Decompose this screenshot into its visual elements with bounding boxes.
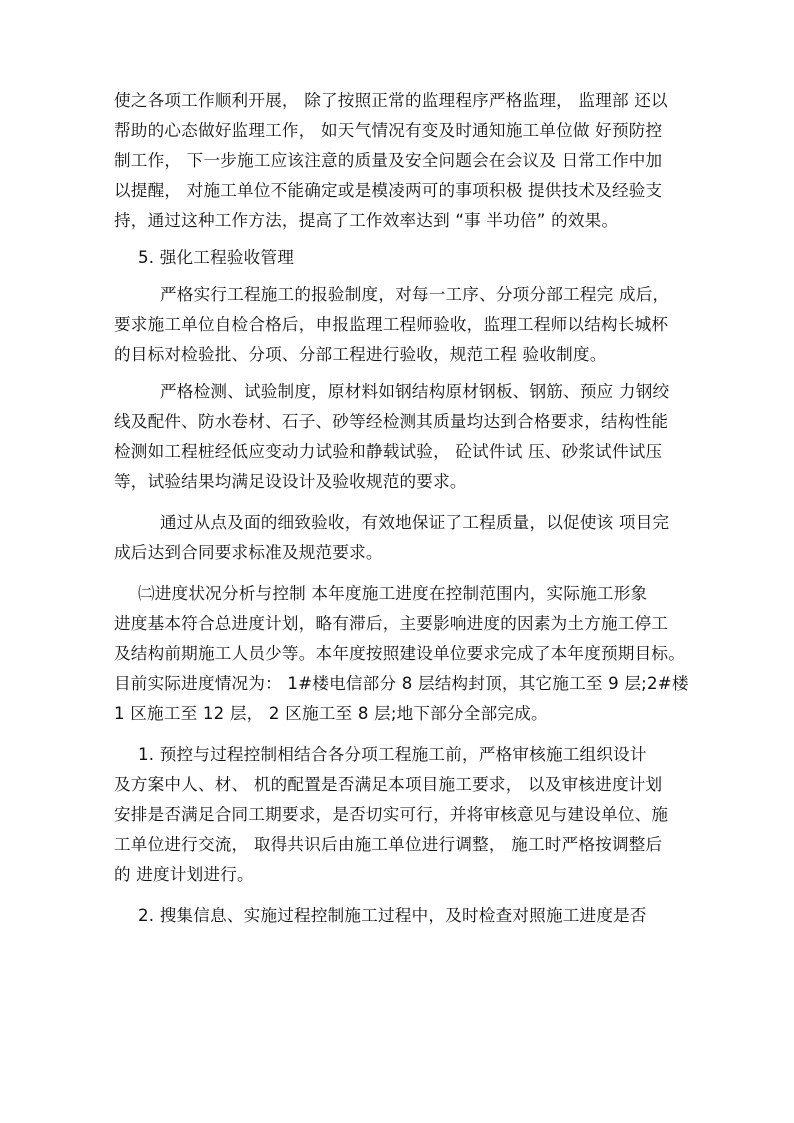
text-line: 成后达到合同要求标准及规范要求。 xyxy=(114,543,383,562)
text-line: 的 进度计划进行。 xyxy=(114,865,254,884)
text-line: 制工作， 下一步施工应该注意的质量及安全问题会在会议及 日常工作中加 xyxy=(114,151,663,170)
text-line: 通过从点及面的细致验收，有效地保证了工程质量，以促使该 项目完 xyxy=(160,513,670,532)
text-line: 工单位进行交流， 取得共识后由施工单位进行调整， 施工时严格按调整后 xyxy=(114,835,663,854)
section-heading-acceptance xyxy=(114,243,684,273)
paragraph-supervision-method xyxy=(114,86,684,236)
text-line: 目前实际进度情况为： 1#楼电信部分 8 层结构封顶，其它施工至 9 层;2#楼 xyxy=(114,674,689,693)
section-heading: 5. 强化工程验收管理 xyxy=(138,248,295,267)
text-line: 持，通过这种工作方法，提高了工作效率达到 “事 半功倍” 的效果。 xyxy=(114,211,619,230)
text-line: 2. 搜集信息、实施过程控制施工过程中，及时检查对照施工进度是否 xyxy=(138,906,647,925)
text-line: 严格实行工程施工的报验制度，对每一工序、分项分部工程完 成后， xyxy=(160,285,670,304)
text-line: 检测如工程桩经低应变动力试验和静载试验， 砼试件试 压、砂浆试件试压 xyxy=(114,442,663,461)
paragraph-progress-analysis xyxy=(114,579,689,729)
paragraph-testing-system xyxy=(114,377,684,497)
paragraph-pre-control xyxy=(114,740,684,890)
text-line: ㈡进度状况分析与控制 本年度施工进度在控制范围内，实际施工形象 xyxy=(138,584,648,603)
paragraph-inspection-system xyxy=(114,280,684,370)
text-line: 帮助的心态做好监理工作， 如天气情况有变及时通知施工单位做 好预防控 xyxy=(114,121,663,140)
text-line: 及方案中人、材、 机的配置是否满足本项目施工要求， 以及审核进度计划 xyxy=(114,775,663,794)
text-line: 及结构前期施工人员少等。本年度按照建设单位要求完成了本年度预期目标。 xyxy=(114,644,685,663)
text-line: 安排是否满足合同工期要求，是否切实可行，并将审核意见与建设单位、施 xyxy=(114,805,669,824)
paragraph-information-collection xyxy=(114,901,684,931)
text-line: 1. 预控与过程控制相结合各分项工程施工前，严格审核施工组织设计 xyxy=(138,745,647,764)
text-line: 1 区施工至 12 层， 2 区施工至 8 层;地下部分全部完成。 xyxy=(114,704,548,723)
text-line: 要求施工单位自检合格后，申报监理工程师验收，监理工程师以结构长城杯 xyxy=(114,315,669,334)
text-line: 的目标对检验批、分项、分部工程进行验收，规范工程 验收制度。 xyxy=(114,345,607,364)
paragraph-quality-result xyxy=(114,508,684,568)
text-line: 线及配件、防水卷材、石子、砂等经检测其质量均达到合格要求，结构性能 xyxy=(114,412,669,431)
text-line: 等，试验结果均满足设设计及验收规范的要求。 xyxy=(114,472,467,491)
text-line: 以提醒， 对施工单位不能确定或是模凌两可的事项积极 提供技术及经验支 xyxy=(114,181,663,200)
text-line: 使之各项工作顺利开展， 除了按照正常的监理程序严格监理， 监理部 还以 xyxy=(114,91,668,110)
text-line: 严格检测、试验制度，原材料如钢结构原材钢板、钢筋、预应 力钢绞 xyxy=(160,382,670,401)
text-line: 进度基本符合总进度计划，略有滞后，主要影响进度的因素为土方施工停工 xyxy=(114,614,669,633)
